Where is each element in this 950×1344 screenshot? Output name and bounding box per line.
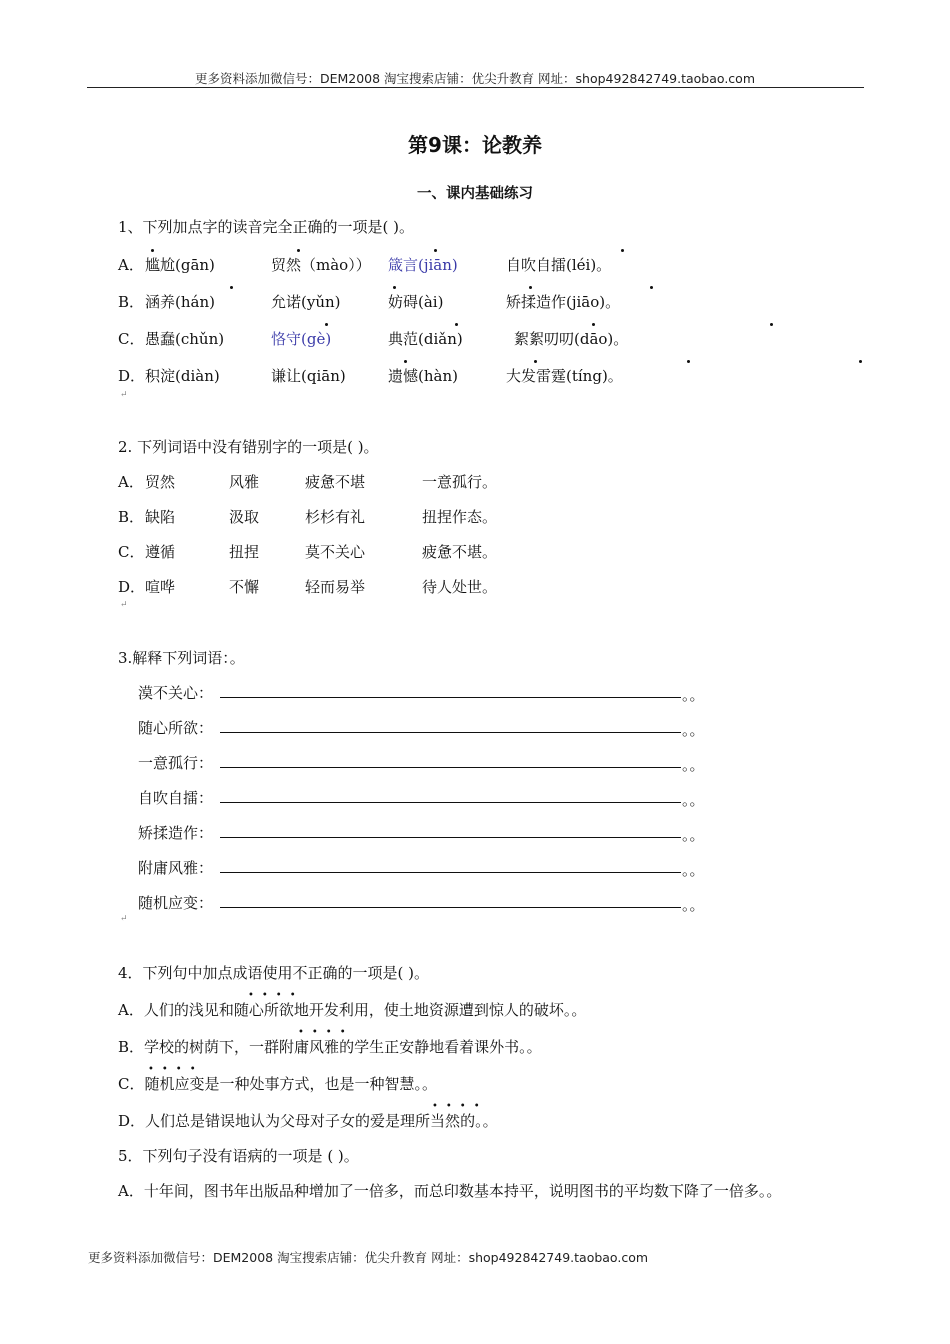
paragraph-mark: ↵	[120, 914, 128, 924]
q3-end-mark: 。。	[682, 861, 705, 879]
q1-option-d-label: D．	[118, 367, 146, 385]
q1-option-b-word1: 涵养(hán)	[145, 293, 215, 311]
q4-option-text: 地开发利用，使土地资源遭到惊人的破坏。。	[293, 1001, 587, 1019]
page-footer: 更多资料添加微信号：DEM2008 淘宝搜索店铺：优尖升教育 网址：shop492842749.taobao.com	[88, 1250, 649, 1265]
q4-option-a	[118, 999, 586, 1020]
q4-option-label: D．	[118, 1112, 146, 1130]
q2-option-d-word3: 轻而易举	[305, 578, 366, 596]
header-divider	[87, 87, 864, 88]
q3-term-label: 附庸风雅：	[138, 859, 214, 877]
q4-option-text: 的学生正安静地看着课外书。。	[339, 1038, 542, 1056]
q1-option-c-word3: 典范(diǎn)	[388, 330, 463, 348]
q1-option-c-word2: 恪守(gè)	[271, 330, 332, 348]
q4-option-text: 是一种处事方式，也是一种智慧。。	[204, 1075, 438, 1093]
q4-dotted-idiom: 理所当然	[400, 1112, 461, 1130]
q4-option-text: 人们总是错误地认为父母对子女的爱是	[145, 1112, 401, 1130]
q4-option-label: B．	[118, 1038, 145, 1056]
emphasis-dot	[586, 328, 601, 346]
q4-stem: 4．下列句中加点成语使用不正确的一项是( )。	[118, 964, 430, 982]
q1-option-d-word3: 遗憾(hàn)	[388, 367, 458, 385]
q4-option-d	[118, 1110, 498, 1131]
emphasis-dot	[224, 291, 239, 309]
emphasis-dots: ••••	[298, 1027, 354, 1038]
q2-option-d-label: D．	[118, 578, 146, 596]
q1-option-a-word4: 自吹自擂(léi)。	[506, 256, 612, 274]
q3-term-label: 自吹自擂：	[138, 789, 214, 807]
q4-option-text: 的。。	[460, 1112, 498, 1130]
q3-term-label: 矫揉造作：	[138, 824, 214, 842]
emphasis-dots: ••••	[148, 1064, 204, 1075]
q2-option-d-word1: 喧哗	[145, 578, 176, 596]
q2-option-c-word1: 遵循	[145, 543, 176, 561]
q1-option-d-word1: 积淀(diàn)	[145, 367, 220, 385]
emphasis-dot	[853, 365, 868, 383]
q2-option-d-word4: 待人处世。	[422, 578, 498, 596]
emphasis-dot	[145, 254, 160, 272]
q1-option-a-word1: 尴尬(gān)	[145, 256, 215, 274]
q1-option-c-word1: 愚蠢(chǔn)	[145, 330, 225, 348]
q2-option-a-word2: 风雅	[229, 473, 260, 491]
q3-term-label: 漠不关心：	[138, 684, 214, 702]
page-title: 第9课：论教养	[408, 133, 542, 157]
q3-term-label: 一意孤行：	[138, 754, 214, 772]
q4-dotted-idiom: 随心所欲	[233, 1001, 294, 1019]
paragraph-mark: ↵	[120, 600, 128, 610]
q2-option-c-word2: 扭捏	[229, 543, 260, 561]
emphasis-dot	[387, 291, 402, 309]
emphasis-dots: ••••	[248, 990, 304, 1001]
emphasis-dots: ••••	[432, 1101, 488, 1112]
q1-option-b-word3: 妨碍(ài)	[388, 293, 444, 311]
emphasis-dot	[319, 328, 334, 346]
q2-option-a-word1: 贸然	[145, 473, 176, 491]
q1-stem: 1、下列加点字的读音完全正确的一项是( )。	[118, 218, 415, 236]
answer-line[interactable]	[220, 802, 681, 803]
emphasis-dot	[523, 291, 538, 309]
emphasis-dot	[428, 254, 443, 272]
q2-option-d-word2: 不懈	[229, 578, 260, 596]
q4-option-label: A．	[118, 1001, 144, 1019]
q4-option-b	[118, 1036, 542, 1057]
q1-option-d-word2: 谦让(qiān)	[271, 367, 346, 385]
emphasis-dot	[681, 365, 696, 383]
q5-option-a: A．十年间，图书年出版品种增加了一倍多，而总印数基本持平，说明图书的平均数下降了一倍多。。	[118, 1182, 782, 1200]
q1-option-c-label: C．	[118, 330, 145, 348]
answer-line[interactable]	[220, 697, 681, 698]
q3-end-mark: 。。	[682, 896, 705, 914]
q2-option-a-label: A．	[118, 473, 144, 491]
emphasis-dot	[615, 254, 630, 272]
q3-stem: 3.解释下列词语：。	[118, 649, 245, 667]
q2-option-b-word1: 缺陷	[145, 508, 176, 526]
answer-line[interactable]	[220, 837, 681, 838]
q1-option-b-label: B．	[118, 293, 145, 311]
q3-end-mark: 。。	[682, 756, 705, 774]
q1-option-d-word4: 大发雷霆(tíng)。	[506, 367, 623, 385]
q4-option-c	[118, 1073, 437, 1094]
answer-line[interactable]	[220, 767, 681, 768]
q4-dotted-idiom: 随机应变	[144, 1075, 205, 1093]
answer-line[interactable]	[220, 872, 681, 873]
q2-option-b-label: B．	[118, 508, 145, 526]
q5-stem: 5．下列句子没有语病的一项是 ( )。	[118, 1147, 359, 1165]
answer-line[interactable]	[220, 907, 681, 908]
q2-option-b-word3: 杉杉有礼	[305, 508, 366, 526]
paragraph-mark: ↵	[120, 390, 128, 400]
emphasis-dot	[449, 328, 464, 346]
q3-term-label: 随心所欲：	[138, 719, 214, 737]
q3-end-mark: 。。	[682, 721, 705, 739]
q4-option-label: C．	[118, 1075, 145, 1093]
q2-option-b-word4: 扭捏作态。	[422, 508, 498, 526]
emphasis-dot	[291, 254, 306, 272]
q2-option-a-word3: 疲惫不堪	[305, 473, 366, 491]
q1-option-a-word2: 贸然（mào））	[271, 256, 371, 274]
answer-line[interactable]	[220, 732, 681, 733]
q2-option-c-label: C．	[118, 543, 145, 561]
q4-option-text: 学校的树荫下，一群	[144, 1038, 280, 1056]
q2-option-c-word3: 莫不关心	[305, 543, 366, 561]
q2-option-c-word4: 疲惫不堪。	[422, 543, 498, 561]
page-header: 更多资料添加微信号：DEM2008 淘宝搜索店铺：优尖升教育 网址：shop492842749.taobao.com	[194, 71, 756, 86]
emphasis-dot	[764, 328, 779, 346]
emphasis-dot	[398, 365, 413, 383]
q3-term-label: 随机应变：	[138, 894, 214, 912]
emphasis-dot	[644, 291, 659, 309]
q2-option-b-word2: 汲取	[229, 508, 260, 526]
q1-option-b-word2: 允诺(yǔn)	[271, 293, 341, 311]
q2-stem: 2. 下列词语中没有错别字的一项是( )。	[118, 438, 379, 456]
q4-dotted-idiom: 附庸风雅	[279, 1038, 340, 1056]
q3-end-mark: 。。	[682, 686, 705, 704]
q1-option-a-label: A．	[118, 256, 144, 274]
q4-option-text: 人们的浅见和	[143, 1001, 234, 1019]
q2-option-a-word4: 一意孤行。	[422, 473, 498, 491]
q1-option-a-word3: 箴言(jiān)	[388, 256, 458, 274]
q1-option-c-word4: 絮絮叨叨(dāo)。	[514, 330, 629, 348]
section-heading: 一、课内基础练习	[417, 186, 533, 202]
q3-end-mark: 。。	[682, 826, 705, 844]
emphasis-dot	[528, 365, 543, 383]
q1-option-b-word4: 矫揉造作(jiāo)。	[506, 293, 621, 311]
q3-end-mark: 。。	[682, 791, 705, 809]
